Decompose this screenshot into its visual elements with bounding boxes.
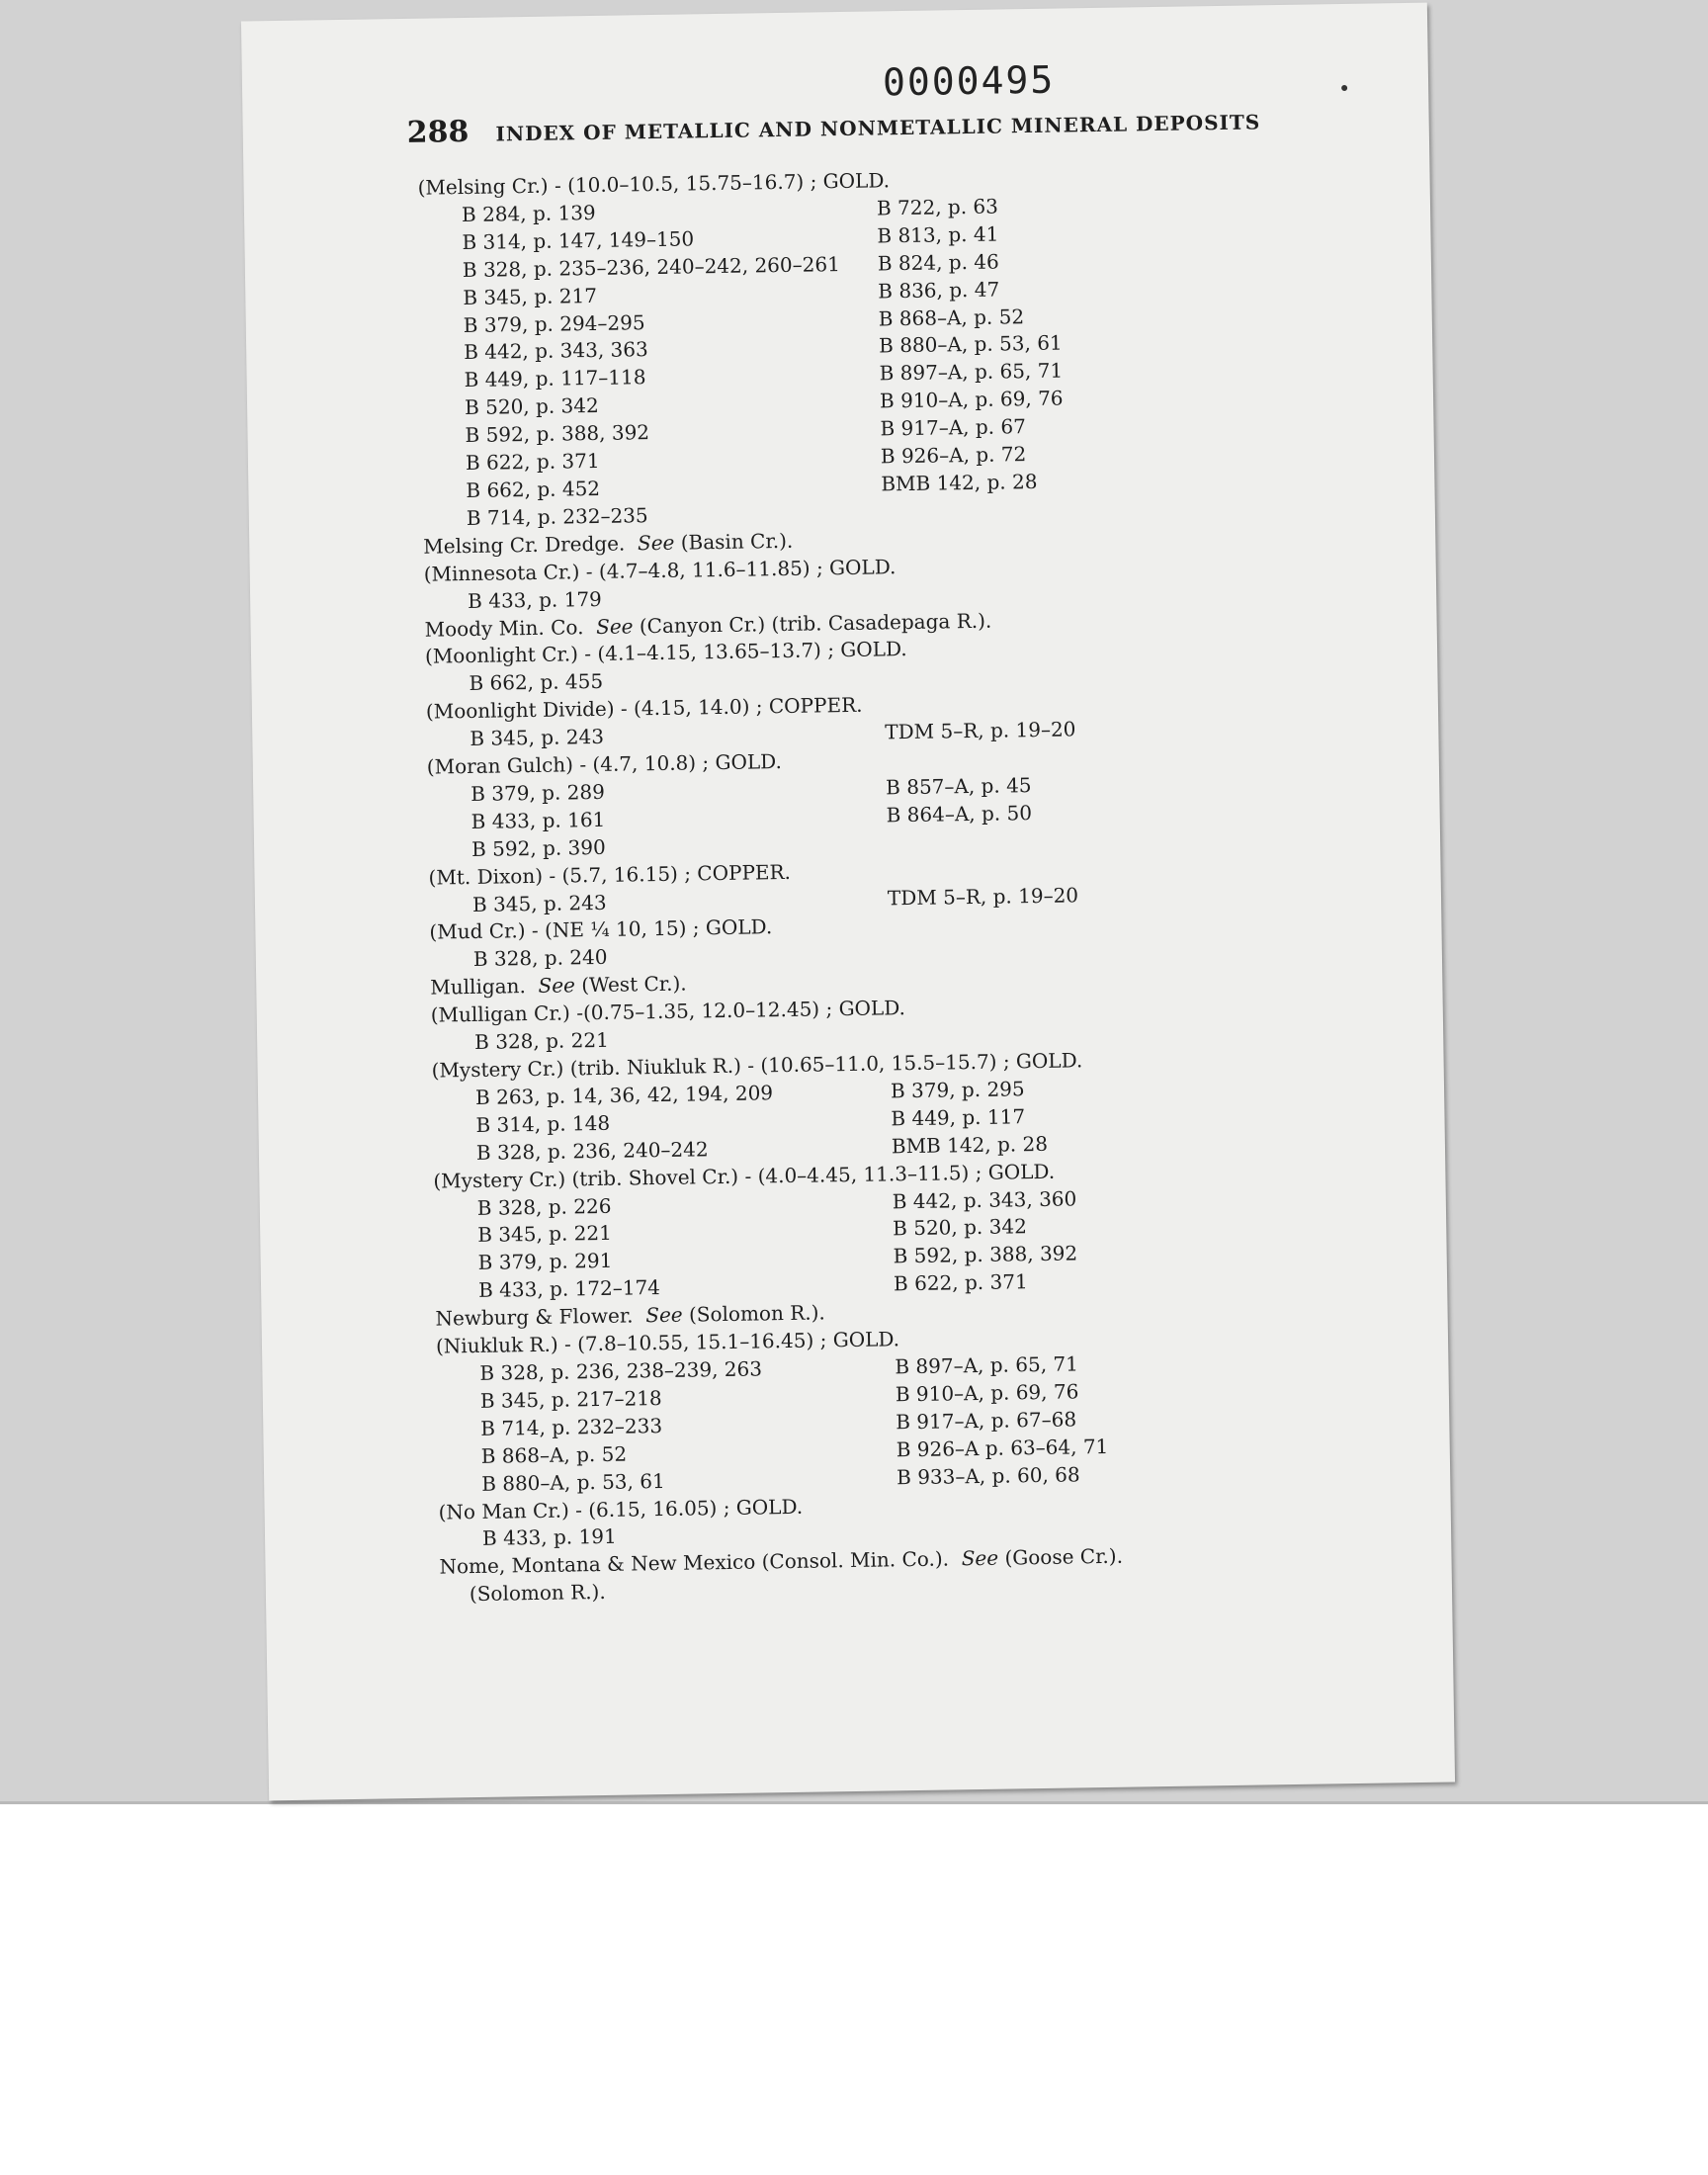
index-entry (431, 1044, 1323, 1169)
reference: B 880–A, p. 53, 61 (878, 330, 1063, 358)
reference: B 314, p. 148 (475, 1110, 611, 1137)
reference: B 345, p. 243 (470, 724, 605, 751)
reference: B 449, p. 117–118 (464, 365, 646, 392)
reference: B 592, p. 388, 392 (893, 1241, 1078, 1268)
reference: B 622, p. 371 (465, 448, 600, 476)
reference: B 345, p. 221 (477, 1221, 613, 1248)
reference-list (436, 1347, 1327, 1499)
reference: B 328, p. 226 (476, 1193, 612, 1220)
entry-heading-text: Nome, Montana & New Mexico (Consol. Min. Co.). (439, 1546, 950, 1579)
reference: B 926–A, p. 72 (880, 442, 1027, 469)
reference: B 263, p. 14, 36, 42, 194, 209 (474, 1081, 774, 1109)
reference: B 714, p. 232–233 (480, 1413, 663, 1440)
entry-heading-text: Mulligan. (430, 974, 527, 1000)
reference: B 328, p. 221 (473, 1027, 609, 1055)
entry-heading-text: Newburg & Flower. (435, 1303, 634, 1331)
reference: B 379, p. 294–295 (463, 309, 645, 337)
reference: B 449, p. 117 (891, 1104, 1026, 1131)
see-label: See (645, 1302, 683, 1328)
document-page (241, 3, 1455, 1801)
reference: B 722, p. 63 (876, 194, 999, 220)
entry-heading-text: (No Man Cr.) - (6.15, 16.05) ; GOLD. (438, 1494, 804, 1524)
reference: B 328, p. 236, 240–242 (475, 1136, 709, 1165)
index-body (417, 161, 1329, 1610)
reference: TDM 5–R, p. 19–20 (885, 717, 1076, 744)
reference: B 433, p. 161 (470, 807, 606, 833)
entry-heading-text: (Mud Cr.) - (NE ¼ 10, 15) ; GOLD. (429, 914, 773, 945)
reference: B 897–A, p. 65, 71 (879, 358, 1064, 386)
reference: B 328, p. 236, 238–239, 263 (479, 1356, 763, 1385)
entry-heading-text: (Melsing Cr.) - (10.0–10.5, 15.75–16.7) ; GOLD. (417, 168, 891, 200)
entry-heading-text: (Minnesota Cr.) - (4.7–4.8, 11.6–11.85) ; GOLD. (423, 554, 897, 586)
reference-list (434, 1181, 1325, 1306)
entry-heading-text: Melsing Cr. Dredge. (423, 531, 626, 559)
reference: BMB 142, p. 28 (891, 1131, 1049, 1159)
scanner-edge (0, 1801, 1708, 1804)
see-label: See (961, 1546, 999, 1571)
see-target: (Goose Cr.). (1004, 1544, 1124, 1570)
reference: B 433, p. 172–174 (477, 1275, 661, 1303)
see-target: (Canyon Cr.) (trib. Casadepaga R.). (639, 608, 992, 638)
reference: B 379, p. 295 (890, 1077, 1025, 1103)
reference: B 910–A, p. 69, 76 (895, 1379, 1079, 1407)
reference: B 379, p. 291 (477, 1249, 613, 1275)
reference: B 592, p. 388, 392 (465, 420, 650, 448)
reference: B 379, p. 289 (470, 779, 606, 806)
reference: B 864–A, p. 50 (886, 800, 1033, 827)
see-label: See (637, 530, 675, 556)
entry-heading-text: (Mt. Dixon) - (5.7, 16.15) ; COPPER. (428, 859, 792, 890)
reference: B 442, p. 343, 363 (464, 337, 648, 365)
reference: B 824, p. 46 (877, 249, 999, 276)
entry-heading-text: (Niukluk R.) - (7.8–10.55, 15.1–16.45) ; GOLD. (435, 1327, 900, 1358)
reference: B 345, p. 217 (463, 283, 598, 309)
reference: B 897–A, p. 65, 71 (895, 1351, 1079, 1379)
reference: B 520, p. 342 (893, 1214, 1028, 1241)
reference: B 662, p. 455 (469, 669, 604, 696)
reference-list (432, 1071, 1323, 1168)
reference: B 345, p. 243 (471, 890, 607, 916)
reference: BMB 142, p. 28 (881, 469, 1038, 496)
see-target: (West Cr.). (581, 971, 687, 998)
reference: B 592, p. 390 (470, 834, 606, 861)
document-stamp: 0000495 (882, 57, 1056, 105)
entry-heading-text: Moody Min. Co. (424, 614, 584, 642)
reference: B 520, p. 342 (464, 393, 599, 420)
see-label: See (538, 973, 576, 999)
reference: B 933–A, p. 60, 68 (896, 1461, 1080, 1489)
entry-heading-text: (Mulligan Cr.) -(0.75–1.35, 12.0–12.45) ; GOLD. (430, 996, 906, 1027)
reference: B 714, p. 232–235 (466, 503, 648, 530)
reference: B 836, p. 47 (878, 277, 1000, 304)
reference: B 345, p. 217–218 (479, 1385, 662, 1413)
reference: B 926–A p. 63–64, 71 (896, 1434, 1109, 1461)
reference-list (418, 189, 1313, 534)
reference: B 328, p. 235–236, 240–242, 260–261 (462, 251, 840, 282)
entry-heading-text: (Moonlight Cr.) - (4.1–4.15, 13.65–13.7) ; GOLD. (424, 637, 907, 669)
reference: B 433, p. 179 (467, 586, 602, 613)
reference: B 622, p. 371 (893, 1269, 1028, 1296)
reference: B 662, p. 452 (466, 476, 601, 502)
reference: B 442, p. 343, 360 (892, 1185, 1077, 1213)
ink-dot (1341, 85, 1347, 91)
reference: B 857–A, p. 45 (885, 773, 1032, 800)
index-entry (427, 740, 1319, 865)
reference: B 880–A, p. 53, 61 (481, 1468, 665, 1496)
index-entry (417, 161, 1313, 534)
see-target: (Solomon R.). (688, 1300, 825, 1327)
entry-heading-text: (Mystery Cr.) (trib. Niukluk R.) - (10.65–11.0, 15.5–15.7) ; GOLD. (431, 1048, 1083, 1083)
see-target: (Basin Cr.). (680, 528, 794, 555)
reference-list (427, 767, 1318, 864)
reference: B 813, p. 41 (877, 221, 999, 248)
running-head: INDEX OF METALLIC AND NONMETALLIC MINERAL DEPOSITS (495, 110, 1261, 146)
reference: B 917–A, p. 67 (880, 414, 1027, 441)
reference: B 314, p. 147, 149–150 (462, 226, 695, 254)
reference: B 917–A, p. 67–68 (896, 1407, 1077, 1435)
entry-continuation: (Solomon R.). (469, 1580, 606, 1607)
index-entry (433, 1154, 1324, 1306)
reference: B 910–A, p. 69, 76 (879, 386, 1064, 413)
page-header (406, 101, 1335, 150)
index-entry (436, 1320, 1328, 1500)
reference: B 868–A, p. 52 (480, 1441, 628, 1468)
entry-heading-text: (Moran Gulch) - (4.7, 10.8) ; GOLD. (426, 749, 783, 779)
page-number: 288 (406, 114, 470, 150)
reference: B 328, p. 240 (472, 945, 608, 972)
reference: B 433, p. 191 (481, 1524, 617, 1551)
reference: B 868–A, p. 52 (878, 304, 1025, 330)
reference: TDM 5–R, p. 19–20 (887, 882, 1079, 910)
see-label: See (595, 613, 634, 639)
entry-heading-text: (Mystery Cr.) (trib. Shovel Cr.) - (4.0–4.45, 11.3–11.5) ; GOLD. (433, 1159, 1056, 1193)
entry-heading-text: (Moonlight Divide) - (4.15, 14.0) ; COPPER. (425, 692, 863, 724)
reference: B 284, p. 139 (461, 200, 596, 226)
